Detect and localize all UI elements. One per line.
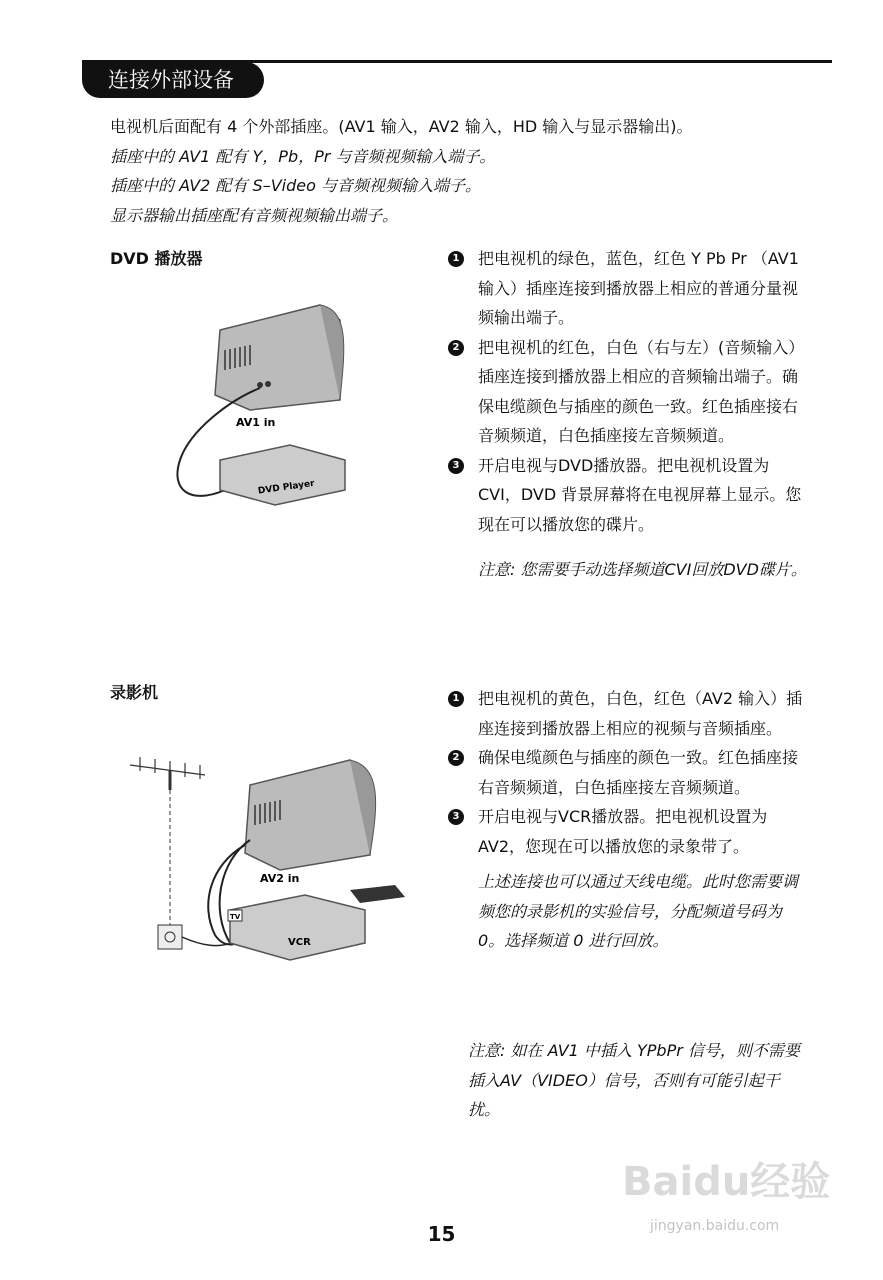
- vcr-steps: [448, 684, 808, 972]
- vcr-step-3: 3 开启电视与VCR播放器。把电视机设置为AV2，您现在可以播放您的录象带了。: [448, 802, 808, 861]
- intro-line-1: 电视机后面配有 4 个外部插座。(AV1 输入，AV2 输入，HD 输入与显示器输出)。: [110, 117, 693, 136]
- dvd-step-1: 1 把电视机的绿色，蓝色，红色 Y Pb Pr （AV1 输入）插座连接到播放器上相应的普通分量视频输出端子。: [448, 244, 808, 333]
- vcr-note: 上述连接也可以通过天线电缆。此时您需要调频您的录影机的实验信号，分配频道号码为 0。选择频道 0 进行回放。: [478, 872, 799, 950]
- vcr-step-1: 1 把电视机的黄色，白色，红色（AV2 输入）插座连接到播放器上相应的视频与音频插座。: [448, 684, 808, 743]
- antenna: [130, 757, 205, 790]
- vcr-body: [230, 895, 365, 960]
- dvd-note: 注意: 您需要手动选择频道CVI回放DVD碟片。: [478, 560, 807, 579]
- dvd-step-2: 2 把电视机的红色，白色（右与左）(音频输入）插座连接到播放器上相应的音频输出端子。确保电缆颜色与插座的颜色一致。红色插座接右音频频道，白色插座接左音频频道。: [448, 333, 808, 451]
- vcr-connection-diagram: [120, 745, 420, 975]
- intro-line-3: 插座中的 AV2 配有 S–Video 与音频视频输入端子。: [110, 176, 481, 195]
- tv-jack: [257, 382, 263, 388]
- dvd-step-3: 3 开启电视与DVD播放器。把电视机设置为CVI，DVD 背景屏幕将在电视屏幕上显示。您现在可以播放您的碟片。: [448, 451, 808, 540]
- dvd-connection-diagram: [170, 290, 410, 520]
- remote-control: [350, 885, 405, 903]
- tv-body: [215, 305, 340, 410]
- vcr-step-2: 2 确保电缆颜色与插座的颜色一致。红色插座接右音频频道，白色插座接左音频频道。: [448, 743, 808, 802]
- svg-text:TV: TV: [230, 913, 241, 921]
- watermark-brand: Baidu经验: [622, 1159, 831, 1205]
- tv-body: [245, 760, 370, 870]
- av1-in-label: AV1 in: [236, 416, 276, 429]
- vcr-label: VCR: [288, 937, 311, 948]
- page-title: 连接外部设备: [82, 62, 264, 98]
- vcr-section-title: 录影机: [110, 683, 159, 702]
- dvd-player-body: [220, 445, 345, 505]
- av2-in-label: AV2 in: [260, 872, 300, 885]
- wall-socket: [158, 925, 182, 949]
- intro-line-4: 显示器输出插座配有音频视频输出端子。: [110, 205, 399, 225]
- dvd-player-label: DVD Player: [257, 478, 316, 497]
- dvd-steps: [448, 244, 808, 601]
- watermark-url: jingyan.baidu.com: [650, 1218, 780, 1234]
- intro-text: [110, 112, 830, 230]
- intro-line-2: 插座中的 AV1 配有 Y，Pb，Pr 与音频视频输入端子。: [110, 146, 496, 166]
- page-number: 15: [427, 1222, 456, 1246]
- interference-note: 注意: 如在 AV1 中插入 YPbPr 信号，则不需要插入AV（VIDEO）信号，否则有可能引起干扰。: [468, 1041, 800, 1119]
- dvd-section-title: DVD 播放器: [110, 249, 203, 268]
